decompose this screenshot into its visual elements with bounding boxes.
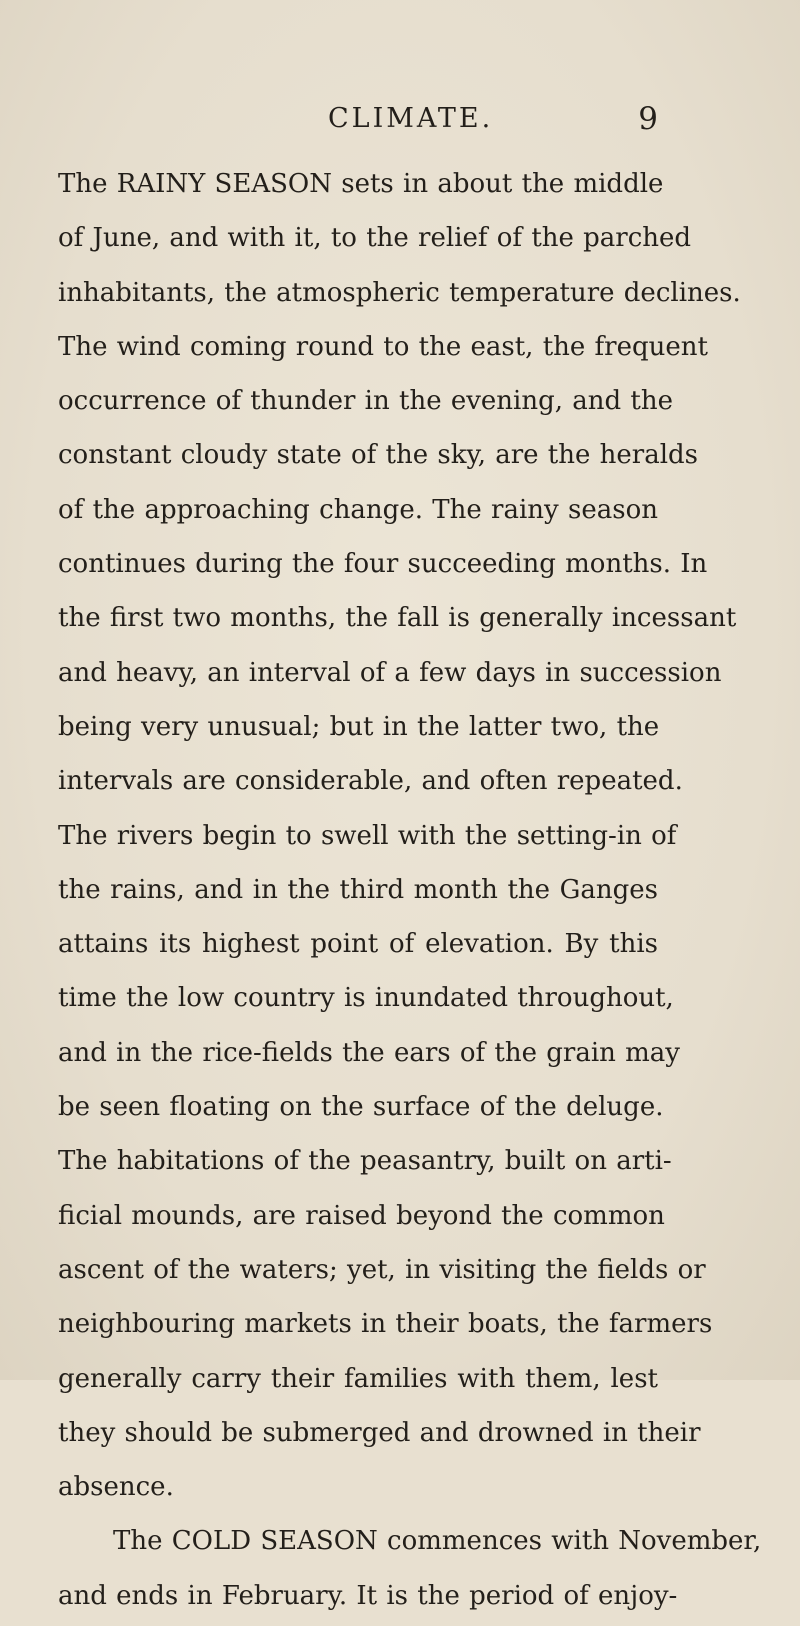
text-line: inhabitants, the atmospheric temperature declines. bbox=[58, 277, 741, 308]
text-line: the first two months, the fall is generally incessant bbox=[58, 603, 737, 634]
text-line: time the low country is inundated throughout, bbox=[58, 983, 674, 1014]
chapter-title: CLIMATE. bbox=[328, 103, 494, 134]
text-line: neighbouring markets in their boats, the farmers bbox=[58, 1309, 713, 1340]
text-line: they should be submerged and drowned in their bbox=[58, 1417, 701, 1448]
text-line: being very unusual; but in the latter two, the bbox=[58, 711, 660, 742]
running-head bbox=[58, 96, 658, 142]
text-line: The habitations of the peasantry, built on arti- bbox=[58, 1146, 672, 1177]
text-line: intervals are considerable, and often repeated. bbox=[58, 766, 683, 797]
text-line: continues during the four succeeding months. In bbox=[58, 549, 708, 580]
text-line: ficial mounds, are raised beyond the common bbox=[58, 1200, 665, 1231]
text-line: and ends in February. It is the period of enjoy- bbox=[58, 1580, 678, 1611]
text-line: The wind coming round to the east, the frequent bbox=[58, 331, 708, 362]
text-line: and in the rice-fields the ears of the grain may bbox=[58, 1037, 680, 1068]
text-line: The RAINY SEASON sets in about the middle bbox=[58, 169, 664, 199]
text-line: and heavy, an interval of a few days in succession bbox=[58, 657, 722, 688]
text-line: be seen floating on the surface of the deluge. bbox=[58, 1092, 664, 1123]
text-line: absence. bbox=[58, 1472, 174, 1503]
page-number: 9 bbox=[638, 101, 658, 137]
text-line: The COLD SEASON commences with November, bbox=[113, 1526, 762, 1557]
text-line: ascent of the waters; yet, in visiting the fields or bbox=[58, 1254, 706, 1285]
text-line: constant cloudy state of the sky, are the heralds bbox=[58, 440, 699, 471]
text-line: occurrence of thunder in the evening, and the bbox=[58, 386, 674, 417]
text-line: The rivers begin to swell with the setting-in of bbox=[58, 820, 677, 851]
body-text bbox=[58, 160, 762, 1626]
text-line: the rains, and in the third month the Ganges bbox=[58, 874, 658, 905]
text-line: generally carry their families with them, lest bbox=[58, 1363, 658, 1394]
text-line: of June, and with it, to the relief of the parched bbox=[58, 223, 692, 254]
text-line: of the approaching change. The rainy season bbox=[58, 494, 658, 525]
text-line: attains its highest point of elevation. By this bbox=[58, 929, 658, 960]
